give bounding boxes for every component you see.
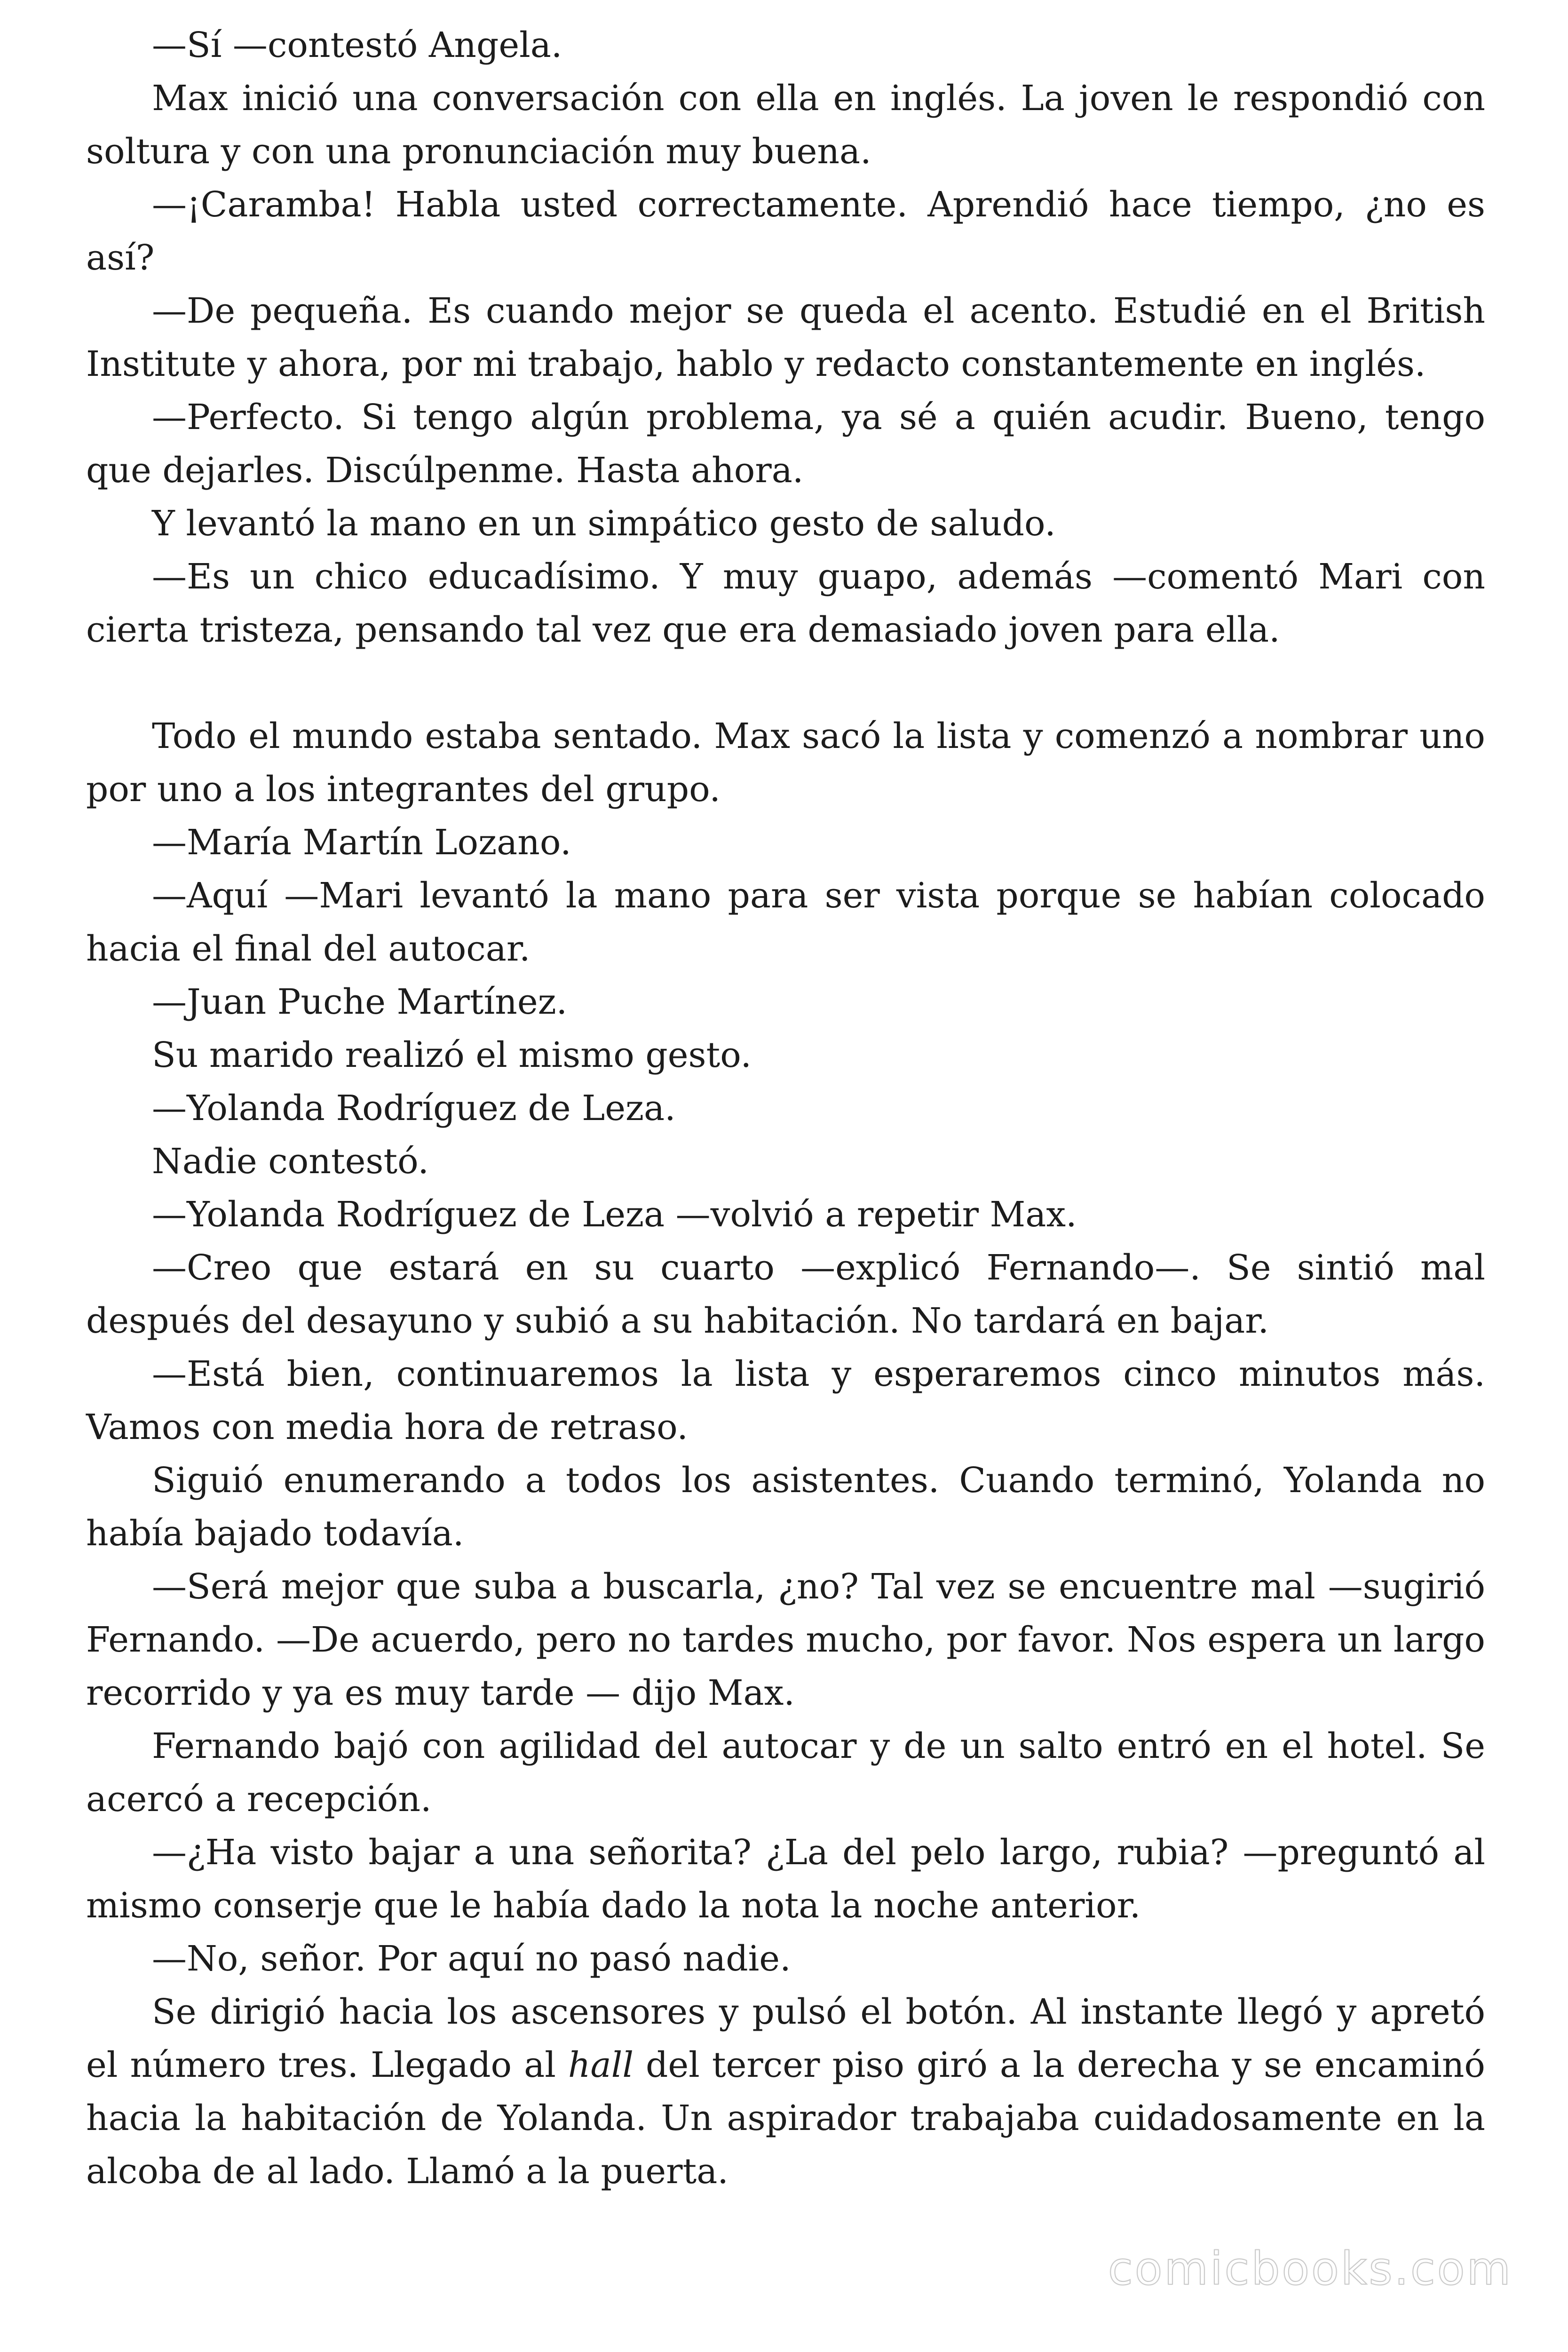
paragraph: —De pequeña. Es cuando mejor se queda el acento. Estudié en el British Institute y ahora, por mi trabajo, hablo y redacto constantemente en inglés. [86,291,1485,384]
final-paragraph-before: Se dirigió hacia los ascensores y pulsó el botón. Al instante llegó y apretó el número tres. Llegado al [86,1992,1485,2085]
paragraph: Y levantó la mano en un simpático gesto de saludo. [152,503,1056,544]
paragraph: —María Martín Lozano. [152,822,571,863]
paragraph: —Aquí —Mari levantó la mano para ser vista porque se habían colocado hacia el final del autocar. [86,875,1485,969]
paragraph: Max inició una conversación con ella en inglés. La joven le respondió con soltura y con una pronunciación muy buena. [86,78,1485,172]
final-paragraph-after: del tercer piso giró a la derecha y se encaminó hacia la habitación de Yolanda. Un aspirador trabajaba cuidadosamente en la alcoba de al lado. Llamó a la puerta. [86,2045,1485,2192]
paragraph: —Será mejor que suba a buscarla, ¿no? Tal vez se encuentre mal —sugirió Fernando. —De acuerdo, pero no tardes mucho, por favor. Nos espera un largo recorrido y ya es muy tarde — dijo Max. [86,1566,1485,1713]
paragraph: —¡Caramba! Habla usted correctamente. Aprendió hace tiempo, ¿no es así? [86,184,1485,278]
paragraph-section-start: Todo el mundo estaba sentado. Max sacó la lista y comenzó a nombrar uno por uno a los integrantes del grupo. [86,716,1485,810]
final-paragraph [86,1986,1485,2198]
paragraph: —Perfecto. Si tengo algún problema, ya sé a quién acudir. Bueno, tengo que dejarles. Discúlpenme. Hasta ahora. [86,397,1485,491]
body-text [86,19,1485,2198]
paragraph: Fernando bajó con agilidad del autocar y de un salto entró en el hotel. Se acercó a recepción. [86,1726,1485,1820]
paragraph: —Está bien, continuaremos la lista y esperaremos cinco minutos más. Vamos con media hora de retraso. [86,1354,1485,1447]
paragraph: —No, señor. Por aquí no pasó nadie. [152,1939,791,1979]
watermark: comicbooks.com [1108,2242,1513,2295]
final-paragraph-emphasis: hall [568,2045,634,2085]
paragraph: —Sí —contestó Angela. [152,25,562,65]
paragraph: —Es un chico educadísimo. Y muy guapo, además —comentó Mari con cierta tristeza, pensando tal vez que era demasiado joven para ella. [86,556,1485,650]
paragraph: —Creo que estará en su cuarto —explicó Fernando—. Se sintió mal después del desayuno y subió a su habitación. No tardará en bajar. [86,1248,1485,1341]
paragraph: Su marido realizó el mismo gesto. [152,1035,752,1075]
paragraph: —Yolanda Rodríguez de Leza. [152,1088,676,1128]
paragraph: Siguió enumerando a todos los asistentes. Cuando terminó, Yolanda no había bajado todavía. [86,1460,1485,1554]
paragraph: —Yolanda Rodríguez de Leza —volvió a repetir Max. [152,1194,1077,1235]
paragraph: —¿Ha visto bajar a una señorita? ¿La del pelo largo, rubia? —preguntó al mismo conserje que le había dado la nota la noche anterior. [86,1832,1485,1926]
paragraph: Nadie contestó. [152,1141,429,1182]
paragraph: —Juan Puche Martínez. [152,982,568,1022]
